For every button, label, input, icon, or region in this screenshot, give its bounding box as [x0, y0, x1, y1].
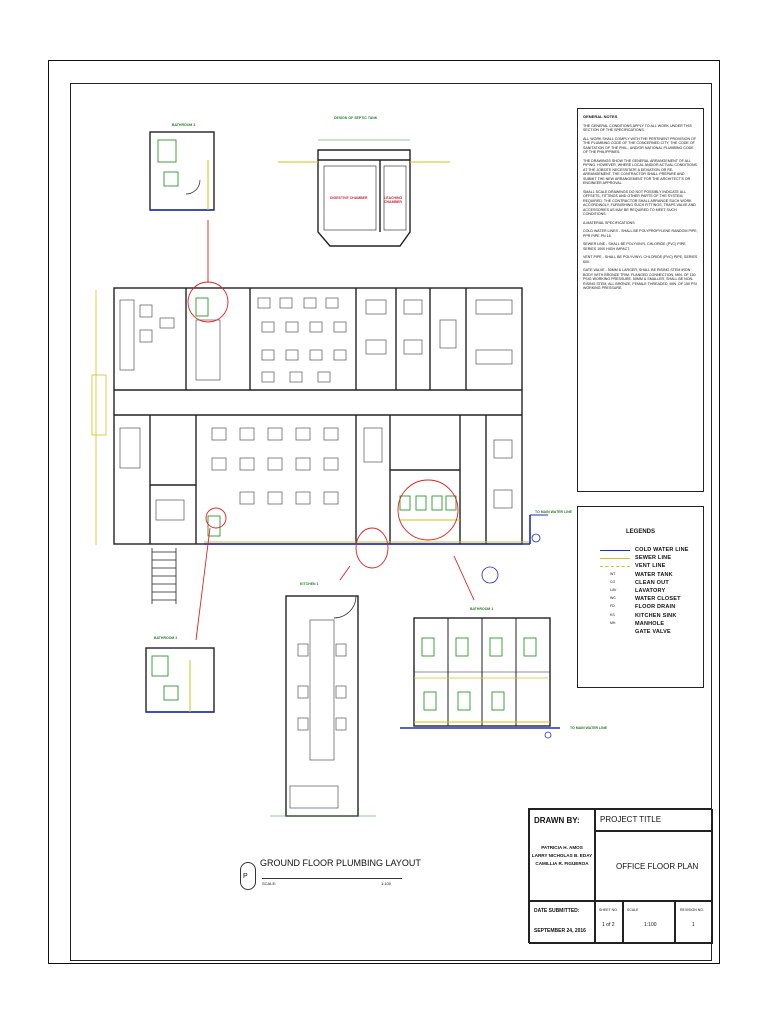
plan-symbol-icon: P: [240, 862, 256, 890]
furniture: [120, 298, 512, 520]
legend-row: [578, 563, 703, 571]
note-paragraph: SMALL SCALE DRAWINGS DO NOT POSSIBLY INDICATE ALL OFFSETS, FITTINGS AND OTHER PARTS OF THE SYSTEM. REQUIRED. THE CONTRACTOR SHALL ARRANGE SUCH WORK ACCORDINGLY, FURNISHING SUCH FITTINGS, TRAPS VALVE AND ACCESSORIES AS MAY BE REQUIRED TO MEET SUCH CONDITIONS.: [583, 189, 696, 216]
legend-label: COLD WATER LINE: [635, 547, 689, 553]
legend-row: [578, 580, 703, 588]
stairs: [152, 548, 176, 604]
general-notes-heading: GENERAL NOTES: [583, 114, 618, 119]
legend-row: [578, 596, 703, 604]
revision-value: 1: [692, 922, 695, 928]
legend-row: [578, 604, 703, 612]
author-name: CAMILLIA R. FIGUEROA: [535, 861, 589, 866]
markup-callouts: [188, 220, 474, 640]
note-paragraph: A.MATERIAL SPECIFICATIONS: [583, 220, 635, 225]
scale-value: 1:100: [381, 881, 392, 886]
legend-label: VENT LINE: [635, 563, 666, 570]
general-notes-panel: [577, 108, 704, 492]
author-name: LARRY NICHOLAS B. EDAY: [531, 853, 593, 858]
septic-tank-title: DESIGN OF SEPTIC TANK: [334, 116, 378, 120]
legend-row: [578, 621, 703, 629]
project-title-label-cell: [595, 809, 713, 831]
legend-label: SEWER LINE: [635, 555, 672, 562]
scale-cell-label: SCALE: [627, 908, 639, 912]
project-title-cell: [595, 831, 713, 901]
note-paragraph: GATE VALVE - 50MM & LARGER, SHALL BE RISING STEM IRON BODY WITH BRONZE TRIM, FLANGED CONNECTION, MIN. OF 150 PSIG WORKING PRESSURE. 50MM & SMALLER, SHALL BE NON-RISING STEM, ALL BRONZE, FEMALE THREADED, MIN. OF 150 PSI WORKING PRESSURE.: [583, 268, 697, 290]
legend-code: CO: [610, 579, 616, 584]
note-paragraph: THE DRAWINGS SHOW THE GENERAL ARRANGEMENT OF ALL PIPING. HOWEVER, WHERE LOCAL AND/OR ACTUAL CONDITIONS AT THE JOBSITE NECESSITATE A DEVIATION OR RE-ARRANGEMENT, THE CONTRACTOR SHALL PREPARE AND SUBMIT THE NEW ARRANGEMENT FOR THE ARCHITECT'S OR ENGINEER APPROVAL.: [583, 158, 697, 185]
legend-row: [578, 588, 703, 596]
bathroom-1-detail: [400, 618, 560, 728]
project-title-label: PROJECT TITLE: [600, 815, 662, 824]
legend-code: WT: [610, 571, 616, 576]
legend-code: WC: [610, 596, 616, 601]
note-paragraph: COLD WATER LINES - SHALL BE POLYPROPYLENE RANDOM PIPE, PPR PIPE PN 16.: [583, 229, 698, 238]
drawn-by-cell: [529, 809, 595, 901]
legend-line-swatch: [600, 566, 630, 567]
legend-line-swatch: [600, 558, 630, 559]
legend-code: LAV: [610, 587, 617, 592]
revision-label: REVISION NO.: [680, 908, 704, 912]
kitchen-1-label: KITCHEN 1: [300, 582, 319, 586]
kitchen-1-detail: [270, 596, 376, 816]
scale-label: SCALE:: [262, 881, 277, 886]
bathroom-1-label: BATHROOM 1: [470, 607, 494, 611]
drawn-by-label: DRAWN BY:: [534, 816, 580, 825]
sheet-cell: [595, 901, 623, 944]
sheet-value: 1 of 2: [602, 922, 615, 928]
date-value: SEPTEMBER 24, 2016: [534, 928, 586, 934]
legend-label: CLEAN OUT: [635, 579, 669, 586]
note-paragraph: THE GENERAL CONDITIONS APPLY TO ALL WORK UNDER THIS SECTION OF THE SPECIFICATIONS.: [583, 123, 692, 132]
bathroom-3-detail: [150, 132, 214, 210]
legend-label: FLOOR DRAIN: [635, 604, 676, 611]
legend-label: GATE VALVE: [635, 628, 671, 635]
legend-code: FD: [610, 604, 615, 609]
project-title: OFFICE FLOOR PLAN: [616, 862, 699, 871]
sheet-label: SHEET NO.: [599, 908, 618, 912]
legend-heading: LEGENDS: [625, 529, 655, 535]
legend-label: WATER TANK: [635, 571, 673, 578]
drawn-by-names: [530, 844, 594, 868]
legend-code: MH: [610, 620, 616, 625]
note-paragraph: SEWER LINE - SHALL BE POLYVINYL CHLORIDE (PVC) PIPE, SERIES 1000 HIGH IMPACT.: [583, 242, 687, 251]
legend-label: MANHOLE: [635, 620, 665, 627]
leaching-chamber-label: LEACHING CHAMBER: [384, 196, 403, 204]
legend-row: [578, 555, 703, 563]
note-paragraph: ALL WORK SHALL COMPLY WITH THE PERTINENT PROVISION OF THE PLUMBING CODE OF THE CONCERNED CITY, THE CODE OF SANITATION OF THE PHIL., AND/OR NATIONAL PLUMBING CODE OF THE PHILIPPINES.: [583, 136, 697, 154]
bathroom-3-label: BATHROOM 3: [172, 123, 196, 127]
legend-row: [578, 572, 703, 580]
legend-label: LAVATORY: [635, 587, 666, 594]
digestive-chamber-label: DIGESTIVE CHAMBER: [330, 196, 368, 200]
building-outline: [114, 288, 522, 544]
bathroom-2-label: BATHROOM 2: [154, 636, 178, 640]
legend-label: WATER CLOSET: [635, 596, 681, 603]
revision-cell: [675, 901, 713, 944]
scale-cell: [623, 901, 675, 944]
legend-line-swatch: [600, 550, 630, 551]
septic-tank-detail: [278, 140, 450, 246]
legend-label: KITCHEN SINK: [635, 612, 677, 619]
legend-row: [578, 613, 703, 621]
to-main-water-line-label: TO MAIN WATER LINE: [570, 726, 608, 730]
legend-code: KS: [610, 612, 615, 617]
to-main-water-line-label: TO MAIN WATER LINE: [535, 510, 573, 514]
legend-panel: [577, 506, 704, 688]
bathroom-2-detail: [146, 648, 214, 712]
note-paragraph: VENT PIPE - SHALL BE POLYVINYL CHLORIDE (PVC) PIPE, SERIES 600.: [583, 255, 698, 264]
scale-cell-value: 1:100: [644, 922, 657, 928]
legend-row: [578, 547, 703, 555]
plan-title: GROUND FLOOR PLUMBING LAYOUT: [260, 858, 421, 868]
title-block: [528, 808, 712, 943]
author-name: PATRICIA H. AMOS: [541, 845, 583, 850]
date-cell: [529, 901, 595, 944]
date-label: DATE SUBMITTED:: [534, 908, 580, 914]
title-underline: [262, 878, 402, 879]
legend-row: [578, 629, 703, 637]
